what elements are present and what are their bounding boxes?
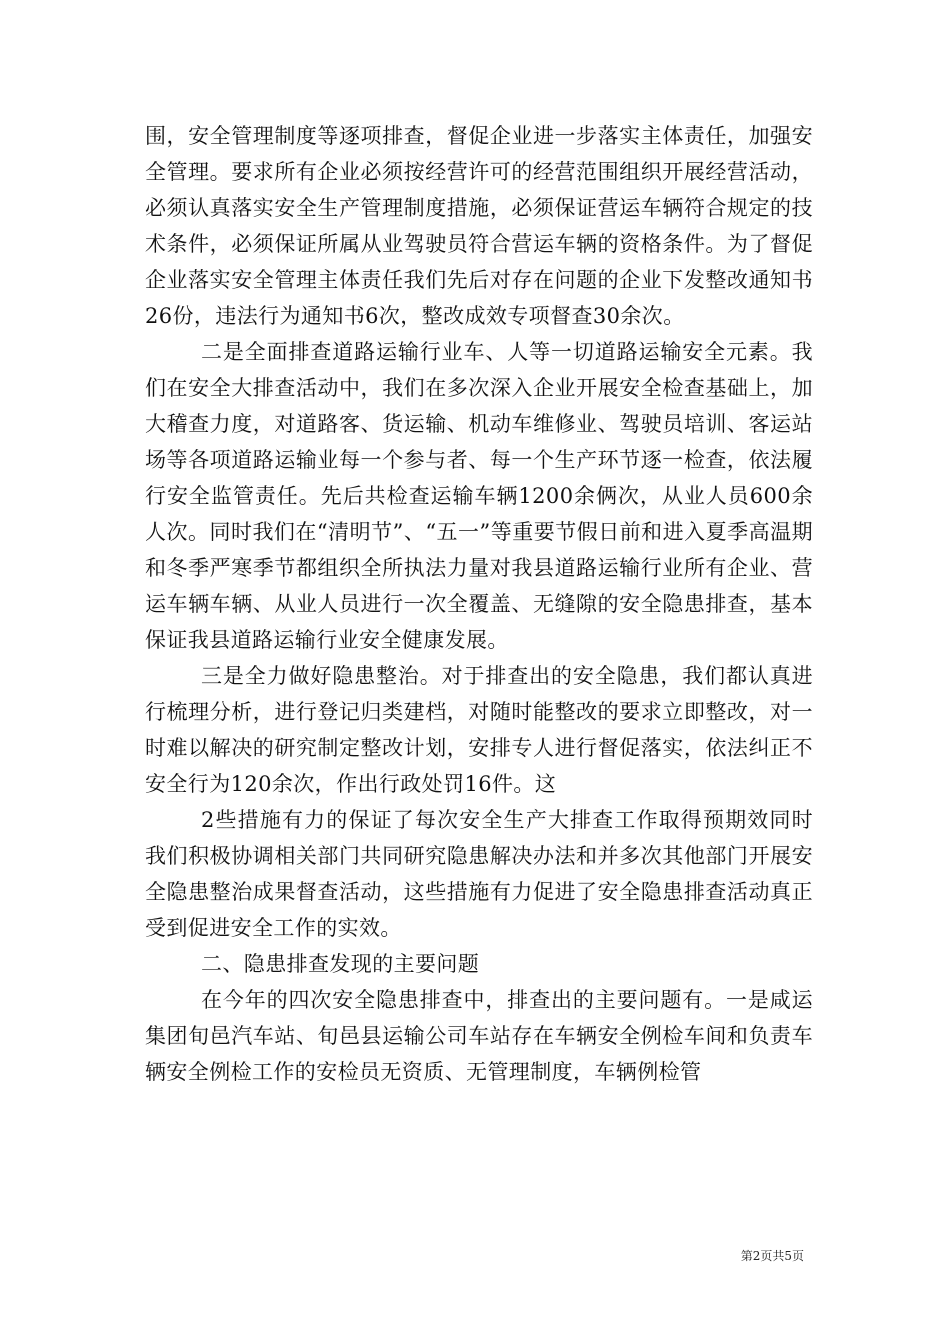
paragraph-2: 二是全面排查道路运输行业车、人等一切道路运输安全元素。我们在安全大排查活动中，我们在多次深入企业开展安全检查基础上，加大稽查力度，对道路客、货运输、机动车维修业、驾驶员培训、客运站场等各项道路运输业每一个参与者、每一个生产环节逐一检查，依法履行安全监管责任。先后共检查运输车辆1200余俩次，从业人员600余人次。同时我们在“清明节”、“五一”等重要节假日前和进入夏季高温期和冬季严寒季节都组织全所执法力量对我县道路运输行业所有企业、营运车辆车辆、从业人员进行一次全覆盖、无缝隙的安全隐患排查，基本保证我县道路运输行业安全健康发展。 xyxy=(145,340,813,652)
document-body xyxy=(145,118,813,1090)
paragraph-3: 三是全力做好隐患整治。对于排查出的安全隐患，我们都认真进行梳理分析，进行登记归类建档，对随时能整改的要求立即整改，对一时难以解决的研究制定整改计划，安排专人进行督促落实，依法纠正不安全行为120余次，作出行政处罚16件。这 xyxy=(145,664,813,796)
paragraph-1: 围，安全管理制度等逐项排查，督促企业进一步落实主体责任，加强安全管理。要求所有企业必须按经营许可的经营范围组织开展经营活动，必须认真落实安全生产管理制度措施，必须保证营运车辆符合规定的技术条件，必须保证所属从业驾驶员符合营运车辆的资格条件。为了督促企业落实安全管理主体责任我们先后对存在问题的企业下发整改通知书26份，违法行为通知书6次，整改成效专项督查30余次。 xyxy=(145,124,813,328)
page-number-footer: 第2页共5页 xyxy=(740,1249,804,1263)
paragraph-4: 2些措施有力的保证了每次安全生产大排查工作取得预期效同时我们积极协调相关部门共同研究隐患解决办法和并多次其他部门开展安全隐患整治成果督查活动，这些措施有力促进了安全隐患排查活动真正受到促进安全工作的实效。 xyxy=(145,808,813,940)
section-heading: 二、隐患排查发现的主要问题 xyxy=(201,952,480,976)
paragraph-5: 在今年的四次安全隐患排查中，排查出的主要问题有。一是咸运集团旬邑汽车站、旬邑县运输公司车站存在车辆安全例检车间和负责车辆安全例检工作的安检员无资质、无管理制度，车辆例检管 xyxy=(145,988,813,1084)
